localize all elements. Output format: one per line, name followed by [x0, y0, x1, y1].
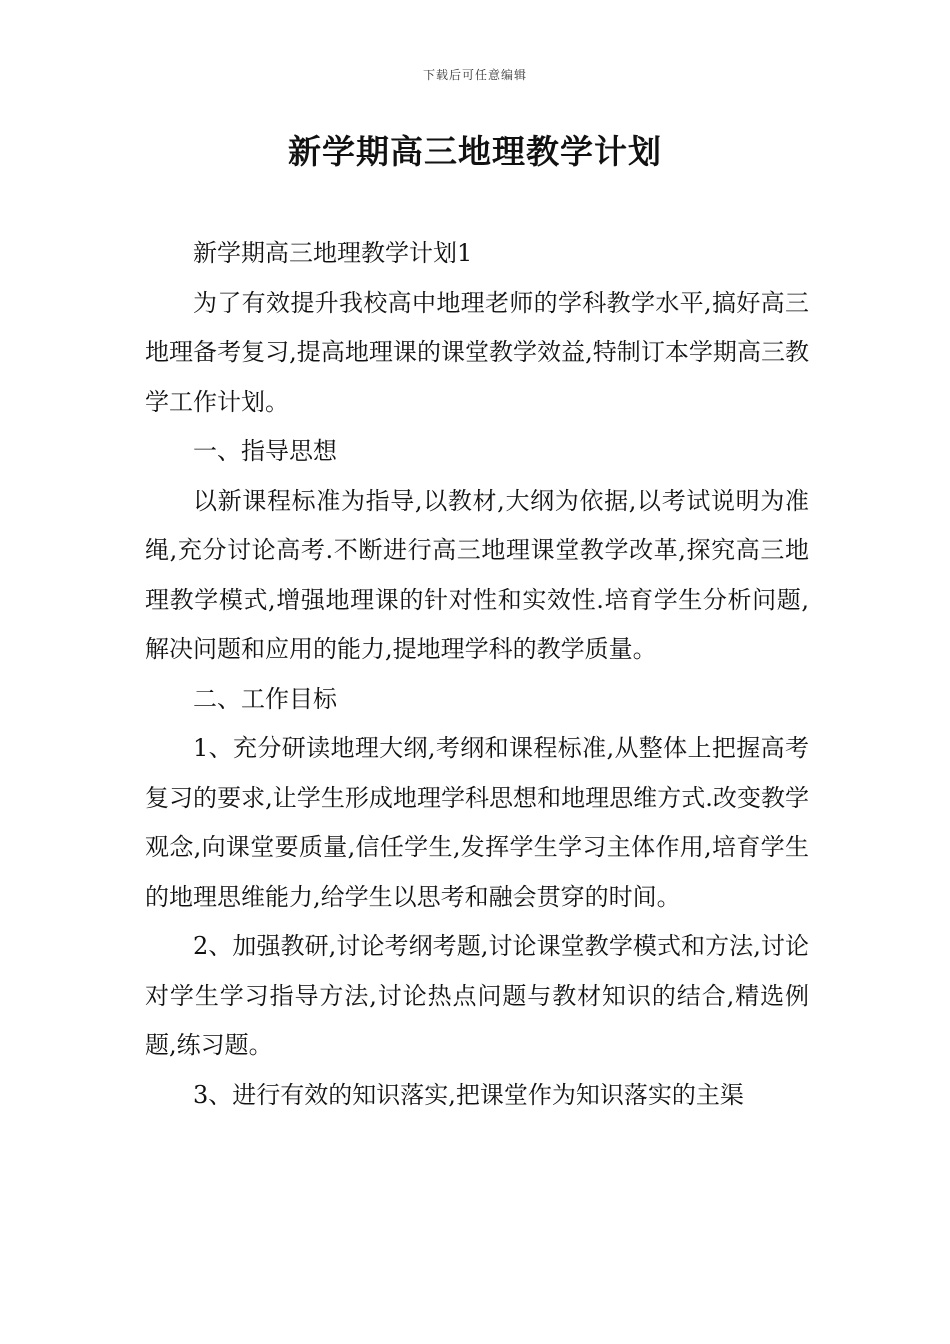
subtitle-paragraph: 新学期高三地理教学计划1 [193, 239, 473, 267]
guiding-thought-paragraph: 以新课程标准为指导,以教材,大纲为依据,以考试说明为准绳,充分讨论高考.不断进行高三地理课堂教学改革,探究高三地理教学模式,增强地理课的针对性和实效性.培育学生分析问题,解决问题和应用的能力,提地理学科的教学质量。 [145, 486, 809, 663]
goal-item-2: 2、加强教研,讨论考纲考题,讨论课堂教学模式和方法,讨论对学生学习指导方法,讨论热点问题与教材知识的结合,精选例题,练习题。 [145, 932, 809, 1059]
section-heading-guiding-thought: 一、指导思想 [193, 437, 337, 465]
header-note: 下载后可任意编辑 [422, 68, 527, 82]
goal-item-1: 1、充分研读地理大纲,考纲和课程标准,从整体上把握高考复习的要求,让学生形成地理学科思想和地理思维方式.改变教学观念,向课堂要质量,信任学生,发挥学生学习主体作用,培育学生的地理思维能力,给学生以思考和融会贯穿的时间。 [145, 734, 809, 911]
intro-paragraph: 为了有效提升我校高中地理老师的学科教学水平,搞好高三地理备考复习,提高地理课的课堂教学效益,特制订本学期高三教学工作计划。 [145, 288, 809, 416]
document-body [145, 229, 809, 1120]
document-title: 新学期高三地理教学计划 [288, 132, 662, 171]
section-heading-work-goals: 二、工作目标 [193, 684, 337, 713]
goal-item-3: 3、进行有效的知识落实,把课堂作为知识落实的主渠 [193, 1080, 744, 1109]
